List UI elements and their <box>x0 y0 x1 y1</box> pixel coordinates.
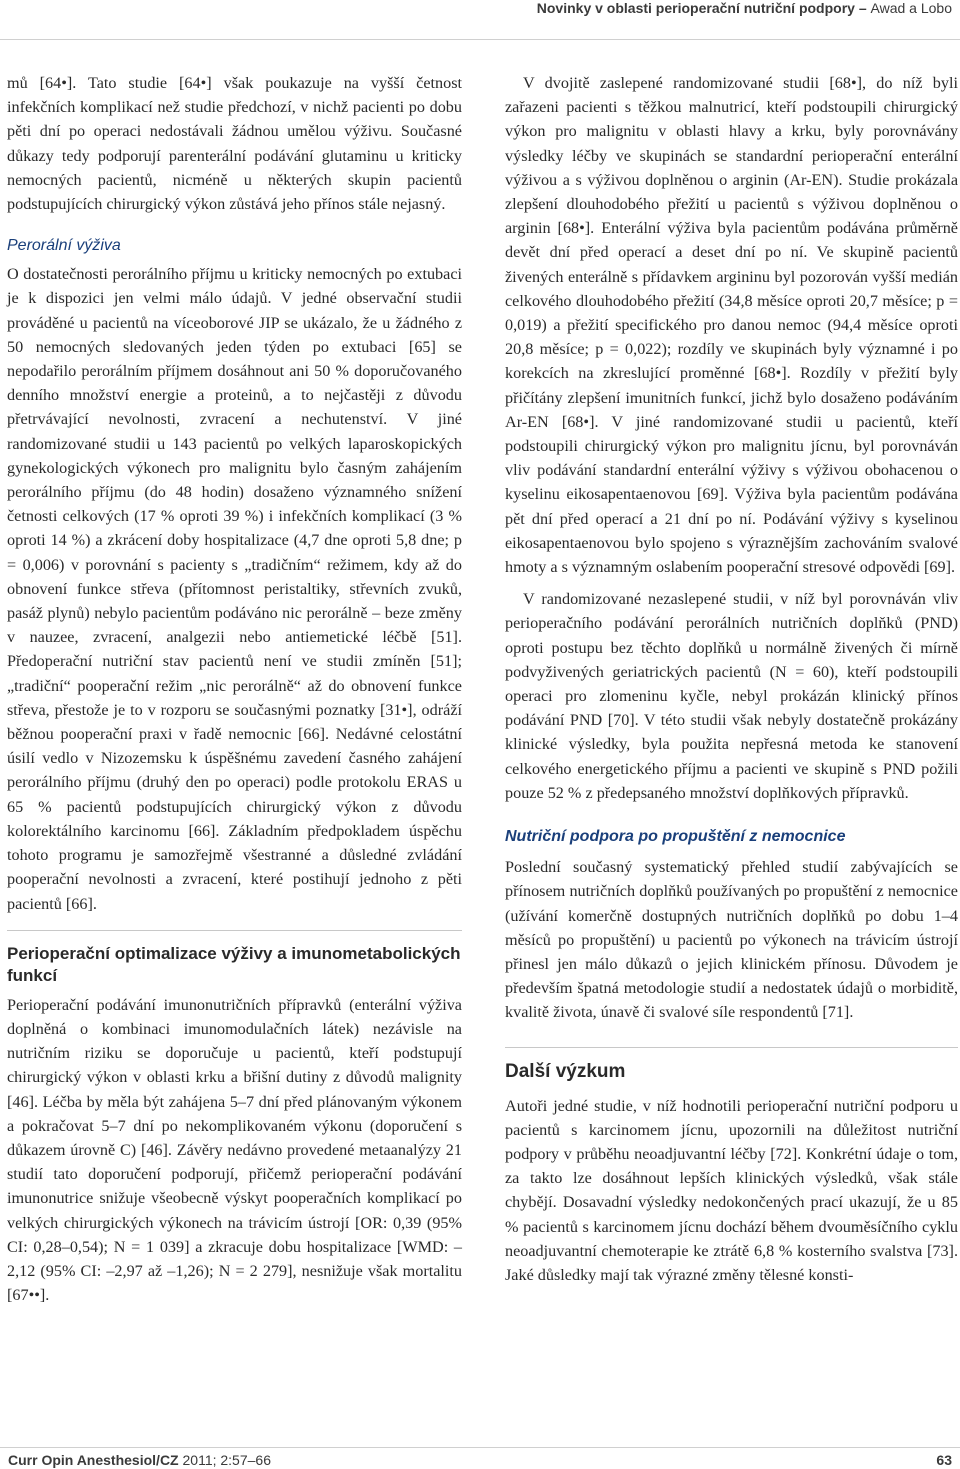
right-column <box>505 71 958 1287</box>
paragraph-arginine-study: V dvojitě zaslepené randomizované studii [68•], do níž byli zařazeni pacienti s těžkou malnutricí, kteří podstoupili chirurgický výkon pro malignitu v oblasti hlavy a krku, byly porovnávány výsledky léčby ve skupinách se standardní perioperační enterální výživou a s výživou doplněnou o arginin (Ar-EN). Studie prokázala zlepšení dlouhodobého přežití u pacientů s výživou doplněnou o arginin [68•]. Enterální výživa byla pacientům podávána průměrně devět dní před operací a deset dní po ní. Ve skupině pacientů živených enterálně s přídavkem argininu byl pozorován vyšší medián celkového dlouhodobého přežití (34,8 měsíce oproti 20,7 měsíce; p = 0,019) a přežití specifického pro danou nemoc (94,4 měsíce oproti 20,8 měsíce; p = 0,022); rozdíly ve skupinách byly významné i po korekcích na zkreslující proměnné [68•]. Rozdíly v přežití byly přičítány zlepšení imunitních funkcí, jichž bylo dosaženo podáváním Ar-EN [68•]. V jiné randomizované studii u pacientů, kteří podstoupili chirurgický výkon pro malignitu jícnu, byl porovnáván vliv podávání standardní enterální výživy s výživou obohacenou o kyselinu eikosapentaenovou [69]. Výživa byla pacientům podávána pět dní před operací a 21 dní po ní. Podávání výživy s kyselinou eikosapentaenovou bylo spojeno s výraznějším zachováním svalové hmoty a s významným oslabením pooperační stresové odpovědi [69]. <box>505 74 958 577</box>
paragraph-oral-nutrition: O dostatečnosti perorálního příjmu u kriticky nemocných po extubaci je k dispozici jen velmi málo údajů. V jedné observační studii prováděné u pacientů na víceoborové JIP se ukázalo, že u žádného z 50 nemocných sledovaných jeden týden po extubaci [65] se nepodařilo perorálním příjmem dosáhnout ani 50 % doporučovaného denního množství energie a proteinů, a to nejčastěji z důvodu přetrvávající nevolnosti, zvracení a nechutenství. V jiné randomizované studii u 143 pacientů po velkých laparoskopických gynekologických výkonech pro malignitu bylo časným zahájením perorálního příjmu (do 48 hodin) dosaženo významného snížení četnosti celkových (17 % oproti 39 %) i infekčních komplikací (3 % oproti 14 %) a zkrácení doby hospitalizace (4,7 dne oproti 5,8 dne; p = 0,006) v porovnání s pacienty s „tradičním“ režimem, kdy až do obnovení funkce střeva (přítomnost peristaltiky, střevních zvuků, pasáž plynů) nebylo pacientům podáváno nic perorálně – beze změny v nauzee, zvracení, analgezii nebo antiemetické léčbě [51]. Předoperační nutriční stav pacientů není ve studii zmíněn [51]; „tradiční“ pooperační režim „nic perorálně“ až do obnovení funkce střeva, přestože je to v rozporu se současnými poznatky [31•], odráží běžnou pooperační praxi v řadě nemocnic [66]. Nedávné celostátní úsilí vedlo v Nizozemsku k úspěšnému zavedení časného zahájení perorálního příjmu (druhý den po operaci) podle protokolu ERAS u 65 % pacientů podstupujících chirurgický výkon z důvodu kolorektálního karcinomu [66]. Základním předpokladem úspěchu tohoto programu je samozřejmě všestranné a důsledné zvládání pooperační nevolnosti a zvracení, které postihují jednoho z pěti pacientů [66]. <box>7 265 462 913</box>
heading-further-research: Další výzkum <box>505 1060 626 1082</box>
heading-perioperative-optimization: Perioperační optimalizace výživy a imunometabolických funkcí <box>7 943 461 985</box>
left-column <box>7 71 462 1307</box>
header-separator: – <box>858 0 867 16</box>
page-number: 63 <box>936 1452 952 1468</box>
running-header <box>0 0 960 40</box>
footer-citation <box>8 1452 271 1468</box>
header-author: Awad a Lobo <box>870 0 952 16</box>
journal-name: Curr Opin Anesthesiol/CZ <box>8 1452 179 1468</box>
paragraph-post-discharge: Poslední současný systematický přehled studií zabývajících se přínosem nutričních doplňků používaných po propuštění z nemocnice (užívání komerčně dostupných nutričních doplňků po dobu 1–4 měsíců po propuštění) u pacientů po výkonech na trávicím ústrojí přinesl jen málo důkazů o jejich klinickém přínosu. Důvodem je především špatná metodologie studií a nedostatek údajů o morbiditě, kvalitě života, únavě či svalové síle respondentů [71]. <box>505 858 958 1022</box>
journal-issue: 2011; 2:57–66 <box>178 1452 271 1468</box>
paragraph-further-research: Autoři jedné studie, v níž hodnotili perioperační nutriční podporu u pacientů s karcinomem jícnu, upozornili na důležitost nutriční podpory v průběhu neoadjuvantní léčby [72]. Konkrétní údaje o tom, za takto lze dosáhnout lepších klinických výsledků, však stále chybějí. Dosavadní výsledky nedokončených prací ukazují, že u 85 % pacientů s karcinomem jícnu dochází během dvouměsíčního cyklu neoadjuvantní chemoterapie ke ztrátě 6,8 % kosterního svalstva [73]. Jaké důsledky mají tak výrazné změny tělesné konsti- <box>505 1096 958 1284</box>
subheading-post-discharge-support: Nutriční podpora po propuštění z nemocnice <box>505 828 846 846</box>
paragraph-glutamine-conclusion: mů [64•]. Tato studie [64•] však poukazuje na vyšší četnost infekčních komplikací než studie předchozí, v nichž pacienti po dobu pěti dní po operaci nedostávali žádnou umělou výživu. Současné důkazy tedy podporují parenterální podávání glutaminu u kriticky nemocných pacientů, nicméně u některých skupin pacientů podstupujících chirurgický výkon zůstává jeho přínos stále nejasný. <box>7 74 462 214</box>
header-title: Novinky v oblasti perioperační nutriční podpory <box>536 0 855 16</box>
header-text <box>537 0 952 16</box>
page-footer <box>0 1447 960 1469</box>
subheading-oral-nutrition: Perorální výživa <box>7 237 121 255</box>
paragraph-immunonutrition: Perioperační podávání imunonutričních přípravků (enterální výživa doplněná o kombinaci imunomodulačních látek) nezávisle na nutričním riziku se doporučuje u pacientů, kteří podstupují chirurgický výkon v oblasti krku a břišní dutiny z důvodů malignity [46]. Léčba by měla být zahájena 5–7 dní před plánovaným výkonem a pokračovat 5–7 dní po nekomplikovaném výkonu (doporučení s důkazem úrovně C) [46]. Závěry nedávno provedené metaanalýzy 21 studií tato doporučení podporují, přičemž perioperační podávání imunonutrice snižuje všeobecně výskyt pooperačních komplikací po velkých chirurgických výkonech na trávicím ústrojí [OR: 0,39 (95% CI: 0,28–0,54); N = 1 039] a zkracuje dobu hospitalizace [WMD: –2,12 (95% CI: –2,97 až –1,26); N = 2 279], nesnižuje však mortalitu [67••]. <box>7 995 462 1305</box>
paragraph-ons-geriatric: V randomizované nezaslepené studii, v níž byl porovnáván vliv perioperačního podávání perorálních nutričních doplňků (PND) oproti postupu bez těchto doplňků u normálně živených či mírně podvyživených geriatrických pacientů (N = 60), kteří podstoupili operaci pro zlomeninu kyčle, nebyl prokázán klinický přínos podávání PND [70]. V této studii však nebyly dostatečně prokázány klinické výsledky, byla použita nepřesná metoda ke stanovení celkového energetického příjmu a pacienti ve skupině s PND požili pouze 52 % z předepsaného množství doplňkových přípravků. <box>505 590 958 802</box>
